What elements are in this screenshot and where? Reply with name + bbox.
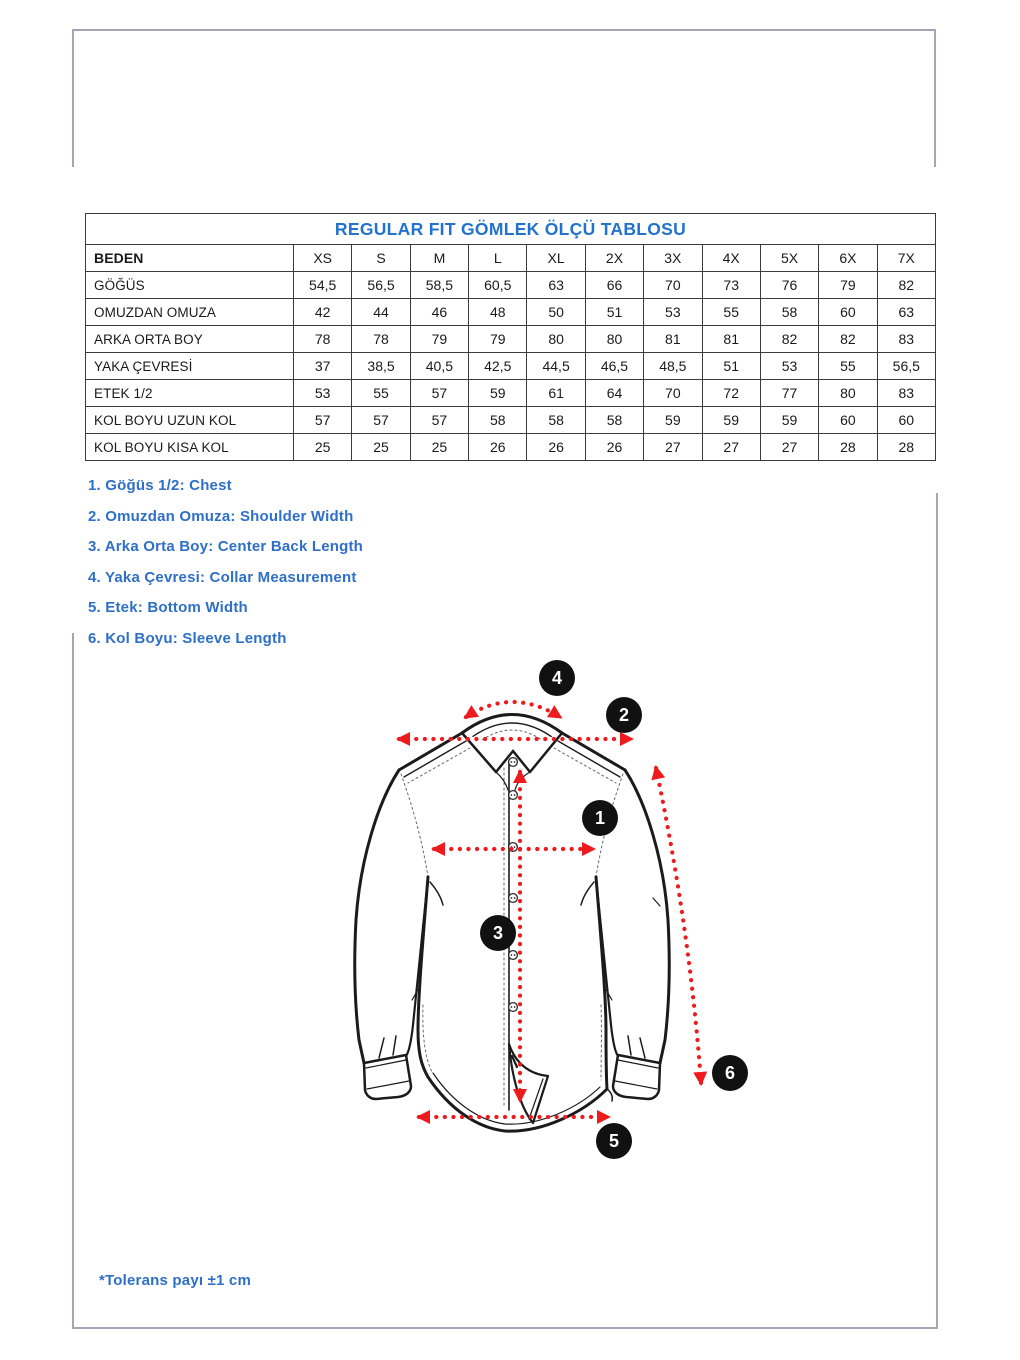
size-value-cell: 26 — [469, 434, 527, 461]
measurement-row-label: GÖĞÜS — [86, 272, 294, 299]
size-value-cell: 56,5 — [877, 353, 935, 380]
size-value-cell: 54,5 — [294, 272, 352, 299]
size-value-cell: 48,5 — [644, 353, 702, 380]
measurement-row-label: ETEK 1/2 — [86, 380, 294, 407]
size-value-cell: 27 — [644, 434, 702, 461]
size-value-cell: 56,5 — [352, 272, 410, 299]
size-value-cell: 57 — [294, 407, 352, 434]
size-value-cell: 42 — [294, 299, 352, 326]
legend-item: 6. Kol Boyu: Sleeve Length — [88, 629, 287, 647]
legend-item: 1. Göğüs 1/2: Chest — [88, 477, 232, 494]
measure-marker-4: 4 — [539, 660, 575, 696]
size-column-header: 2X — [585, 245, 643, 272]
size-value-cell: 58 — [585, 407, 643, 434]
legend-item: 4. Yaka Çevresi: Collar Measurement — [88, 568, 357, 586]
measure-marker-6: 6 — [712, 1055, 748, 1091]
size-column-header: L — [469, 245, 527, 272]
size-value-cell: 53 — [760, 353, 818, 380]
size-value-cell: 66 — [585, 272, 643, 299]
size-value-cell: 59 — [469, 380, 527, 407]
legend-item: 3. Arka Orta Boy: Center Back Length — [88, 538, 364, 555]
size-value-cell: 55 — [352, 380, 410, 407]
size-value-cell: 51 — [702, 353, 760, 380]
size-value-cell: 48 — [469, 299, 527, 326]
measure-marker-5: 5 — [596, 1123, 632, 1159]
size-value-cell: 46,5 — [585, 353, 643, 380]
tolerance-note: *Tolerans payı ±1 cm — [99, 1272, 252, 1289]
legend-item: 2. Omuzdan Omuza: Shoulder Width — [88, 507, 354, 525]
button-placket — [509, 758, 518, 1012]
size-value-cell: 53 — [294, 380, 352, 407]
size-value-cell: 55 — [702, 299, 760, 326]
measurement-row-label: KOL BOYU UZUN KOL — [86, 407, 294, 434]
size-value-cell: 78 — [294, 326, 352, 353]
size-value-cell: 53 — [644, 299, 702, 326]
size-value-cell: 37 — [294, 353, 352, 380]
size-value-cell: 25 — [410, 434, 468, 461]
size-value-cell: 72 — [702, 380, 760, 407]
size-column-header: M — [410, 245, 468, 272]
size-value-cell: 81 — [644, 326, 702, 353]
size-value-cell: 27 — [702, 434, 760, 461]
size-value-cell: 80 — [585, 326, 643, 353]
size-column-header: 4X — [702, 245, 760, 272]
size-value-cell: 64 — [585, 380, 643, 407]
size-column-header: 5X — [760, 245, 818, 272]
size-value-cell: 83 — [877, 326, 935, 353]
size-value-cell: 57 — [410, 407, 468, 434]
size-row-header: BEDEN — [86, 245, 294, 272]
size-value-cell: 77 — [760, 380, 818, 407]
size-value-cell: 79 — [819, 272, 877, 299]
size-value-cell: 40,5 — [410, 353, 468, 380]
measurement-row-label: KOL BOYU KISA KOL — [86, 434, 294, 461]
size-value-cell: 28 — [877, 434, 935, 461]
size-value-cell: 79 — [469, 326, 527, 353]
size-value-cell: 70 — [644, 272, 702, 299]
size-value-cell: 57 — [410, 380, 468, 407]
size-value-cell: 51 — [585, 299, 643, 326]
size-value-cell: 60 — [819, 299, 877, 326]
size-value-cell: 63 — [527, 272, 585, 299]
size-value-cell: 80 — [527, 326, 585, 353]
size-table-title: REGULAR FIT GÖMLEK ÖLÇÜ TABLOSU — [86, 214, 936, 245]
measure-marker-2: 2 — [606, 697, 642, 733]
size-value-cell: 82 — [877, 272, 935, 299]
measurement-row-label: ARKA ORTA BOY — [86, 326, 294, 353]
size-value-cell: 27 — [760, 434, 818, 461]
size-value-cell: 26 — [527, 434, 585, 461]
size-value-cell: 59 — [644, 407, 702, 434]
size-value-cell: 59 — [760, 407, 818, 434]
size-value-cell: 26 — [585, 434, 643, 461]
size-value-cell: 38,5 — [352, 353, 410, 380]
size-value-cell: 60 — [877, 407, 935, 434]
measure-marker-1: 1 — [582, 800, 618, 836]
size-value-cell: 80 — [819, 380, 877, 407]
size-value-cell: 46 — [410, 299, 468, 326]
size-value-cell: 28 — [819, 434, 877, 461]
legend-item: 5. Etek: Bottom Width — [88, 599, 248, 616]
size-column-header: XS — [294, 245, 352, 272]
size-value-cell: 82 — [819, 326, 877, 353]
size-value-cell: 58 — [469, 407, 527, 434]
size-column-header: 6X — [819, 245, 877, 272]
size-column-header: 7X — [877, 245, 935, 272]
size-column-header: XL — [527, 245, 585, 272]
size-value-cell: 58 — [760, 299, 818, 326]
sleeve-length-arrow — [656, 768, 701, 1083]
size-column-header: S — [352, 245, 410, 272]
size-column-header: 3X — [644, 245, 702, 272]
size-value-cell: 58 — [527, 407, 585, 434]
measure-marker-3: 3 — [480, 915, 516, 951]
size-value-cell: 79 — [410, 326, 468, 353]
size-value-cell: 57 — [352, 407, 410, 434]
size-value-cell: 55 — [819, 353, 877, 380]
size-value-cell: 25 — [352, 434, 410, 461]
size-value-cell: 44,5 — [527, 353, 585, 380]
size-value-cell: 83 — [877, 380, 935, 407]
size-value-cell: 59 — [702, 407, 760, 434]
size-value-cell: 81 — [702, 326, 760, 353]
size-value-cell: 61 — [527, 380, 585, 407]
size-value-cell: 82 — [760, 326, 818, 353]
size-value-cell: 63 — [877, 299, 935, 326]
measurement-row-label: YAKA ÇEVRESİ — [86, 353, 294, 380]
measurement-row-label: OMUZDAN OMUZA — [86, 299, 294, 326]
size-value-cell: 73 — [702, 272, 760, 299]
size-value-cell: 76 — [760, 272, 818, 299]
size-value-cell: 70 — [644, 380, 702, 407]
size-value-cell: 42,5 — [469, 353, 527, 380]
size-value-cell: 44 — [352, 299, 410, 326]
size-value-cell: 25 — [294, 434, 352, 461]
size-value-cell: 50 — [527, 299, 585, 326]
size-value-cell: 60 — [819, 407, 877, 434]
size-value-cell: 78 — [352, 326, 410, 353]
size-value-cell: 58,5 — [410, 272, 468, 299]
size-value-cell: 60,5 — [469, 272, 527, 299]
